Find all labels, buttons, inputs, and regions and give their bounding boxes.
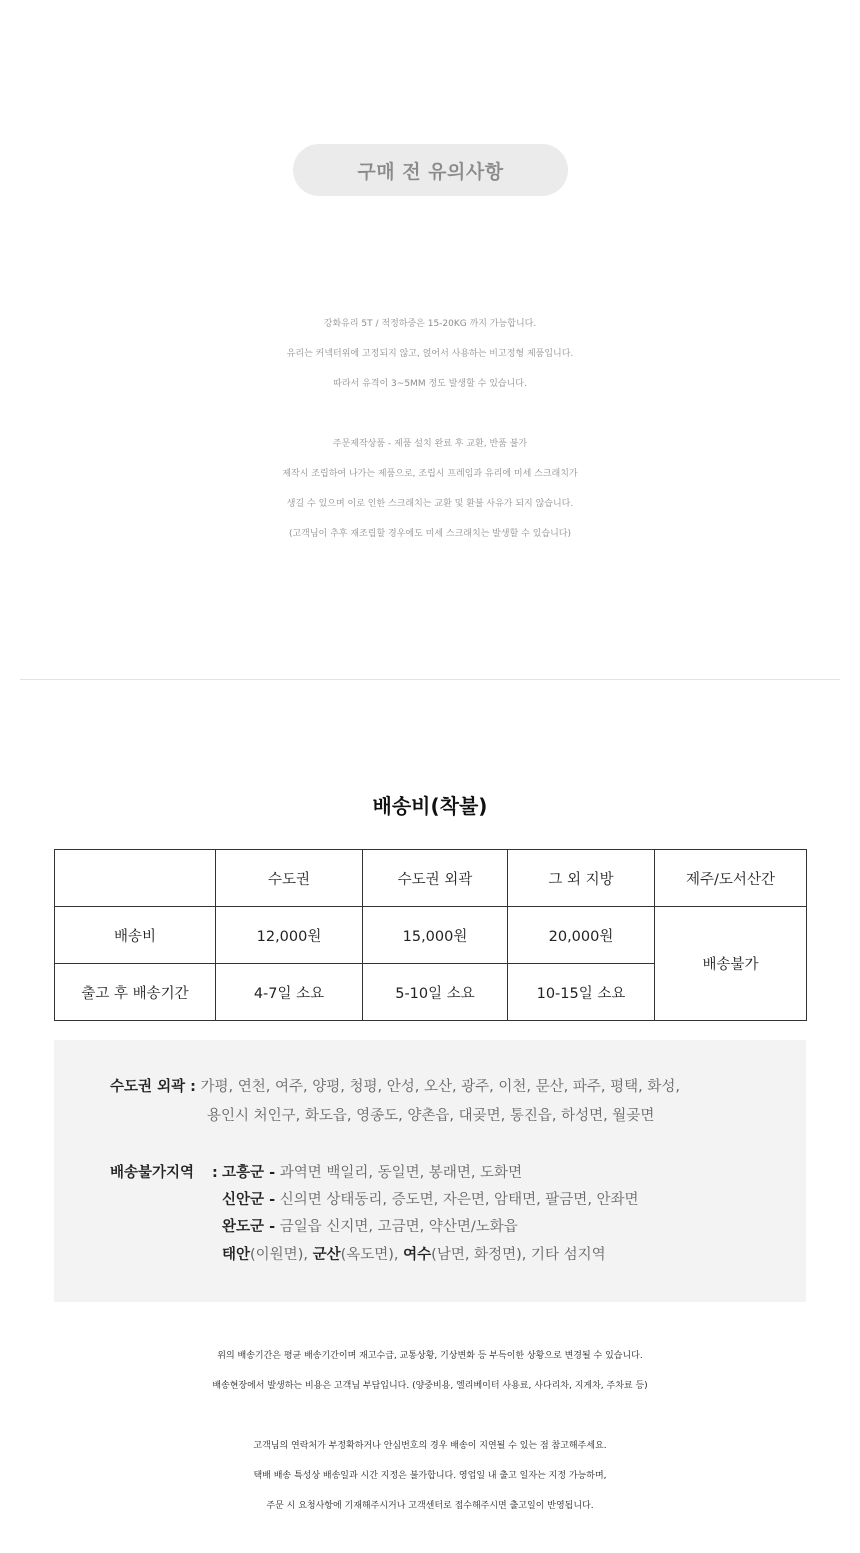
table-header-row xyxy=(55,850,807,907)
notice-line: 강화유리 5T / 적정하중은 15-20KG 까지 가능합니다. xyxy=(323,319,537,329)
table-row-fee xyxy=(55,907,807,964)
shipping-title: 배송비(착불) xyxy=(372,794,488,818)
table-header-cell: 그 외 지방 xyxy=(508,850,655,907)
yeosu-label: 여수 xyxy=(403,1247,432,1263)
notice-block-custom xyxy=(0,429,860,549)
notice-line: 따라서 유격이 3~5MM 정도 발생할 수 있습니다. xyxy=(333,379,527,389)
notice-block-glass xyxy=(0,309,860,399)
table-header-cell xyxy=(55,850,216,907)
row-label: 출고 후 배송기간 xyxy=(55,964,216,1021)
table-header-cell: 수도권 xyxy=(216,850,363,907)
notice-line: 제작시 조립하여 나가는 제품으로, 조립시 프레임과 유리에 미세 스크래치가 xyxy=(282,469,578,479)
table-cell-unavailable: 배송불가 xyxy=(655,907,807,1021)
notice-line: 유리는 커넥터위에 고정되지 않고, 얹어서 사용하는 비고정형 제품입니다. xyxy=(286,349,574,359)
yeosu-text: (남면, 화정면), 기타 섬지역 xyxy=(431,1247,606,1263)
table-header-cell: 제주/도서산간 xyxy=(655,850,807,907)
taean-label: 태안 xyxy=(222,1247,251,1263)
table-cell: 10-15일 소요 xyxy=(508,964,655,1021)
table-cell: 15,000원 xyxy=(363,907,508,964)
sinan-label: 신안군 - xyxy=(222,1192,276,1208)
goheung-text: 과역면 백일리, 동일면, 봉래면, 도화면 xyxy=(279,1165,523,1181)
notice-line: 생길 수 있으며 이로 인한 스크래치는 교환 및 환불 사유가 되지 않습니다. xyxy=(286,499,574,509)
section-divider xyxy=(20,679,840,680)
notice-line: (고객님이 추후 재조립할 경우에도 미세 스크래치는 발생할 수 있습니다) xyxy=(288,529,572,539)
footer-line: 배송현장에서 발생하는 비용은 고객님 부담입니다. (양중비용, 엘리베이터 사용료, 사다리차, 지게차, 주차료 등) xyxy=(212,1381,648,1391)
footer-line: 택배 배송 특성상 배송일과 시간 지정은 불가합니다. 영업일 내 출고 일자는 지정 가능하며, xyxy=(253,1471,607,1481)
table-header-cell: 수도권 외곽 xyxy=(363,850,508,907)
footer-block-1 xyxy=(0,1341,860,1401)
notice-title-badge xyxy=(293,144,568,196)
taean-text: (이원면), xyxy=(250,1247,308,1263)
goheung-line xyxy=(222,1159,522,1187)
gunsan-label: 군산 xyxy=(312,1247,341,1263)
wando-text: 금일읍 신지면, 고금면, 약산면/노화읍 xyxy=(279,1219,518,1235)
footer-line: 주문 시 요청사항에 기재해주시거나 고객센터로 접수해주시면 출고일이 반영됩니다. xyxy=(266,1501,594,1511)
unavailable-label: 배송불가지역 xyxy=(110,1165,195,1181)
shipping-area-box xyxy=(54,1040,806,1302)
wando-line xyxy=(222,1213,518,1241)
notice-title: 구매 전 유의사항 xyxy=(357,160,504,183)
sinan-line xyxy=(222,1186,639,1214)
wando-label: 완도군 - xyxy=(222,1219,276,1235)
gunsan-text: (옥도면), xyxy=(340,1247,399,1263)
table-cell: 12,000원 xyxy=(216,907,363,964)
table-cell: 20,000원 xyxy=(508,907,655,964)
outer-area-label: 수도권 외곽 : xyxy=(110,1079,196,1095)
islands-line xyxy=(222,1241,606,1269)
outer-area-line-1 xyxy=(110,1073,680,1101)
table-cell: 4-7일 소요 xyxy=(216,964,363,1021)
outer-area-text: 가평, 연천, 여주, 양평, 청평, 안성, 오산, 광주, 이천, 문산, 파주, 평택, 화성, xyxy=(200,1079,680,1095)
unavailable-label-line xyxy=(110,1159,194,1187)
goheung-label: 고흥군 - xyxy=(222,1165,276,1181)
shipping-fee-table xyxy=(54,849,807,1021)
row-label: 배송비 xyxy=(55,907,216,964)
notice-line: 주문제작상품 - 제품 설치 완료 후 교환, 반품 불가 xyxy=(332,439,528,449)
sinan-text: 신의면 상태동리, 증도면, 자은면, 암태면, 팔금면, 안좌면 xyxy=(279,1192,639,1208)
table-cell: 5-10일 소요 xyxy=(363,964,508,1021)
unavailable-colon: : xyxy=(212,1165,218,1181)
footer-line: 고객님의 연락처가 부정확하거나 안심번호의 경우 배송이 지연될 수 있는 점 참고해주세요. xyxy=(253,1441,607,1451)
footer-line: 위의 배송기간은 평균 배송기간이며 재고수급, 교통상황, 기상변화 등 부득이한 상황으로 변경될 수 있습니다. xyxy=(217,1351,643,1361)
footer-block-2 xyxy=(0,1431,860,1521)
outer-area-line-2: 용인시 처인구, 화도읍, 영종도, 양촌읍, 대곶면, 통진읍, 하성면, 월곶면 xyxy=(207,1108,655,1124)
